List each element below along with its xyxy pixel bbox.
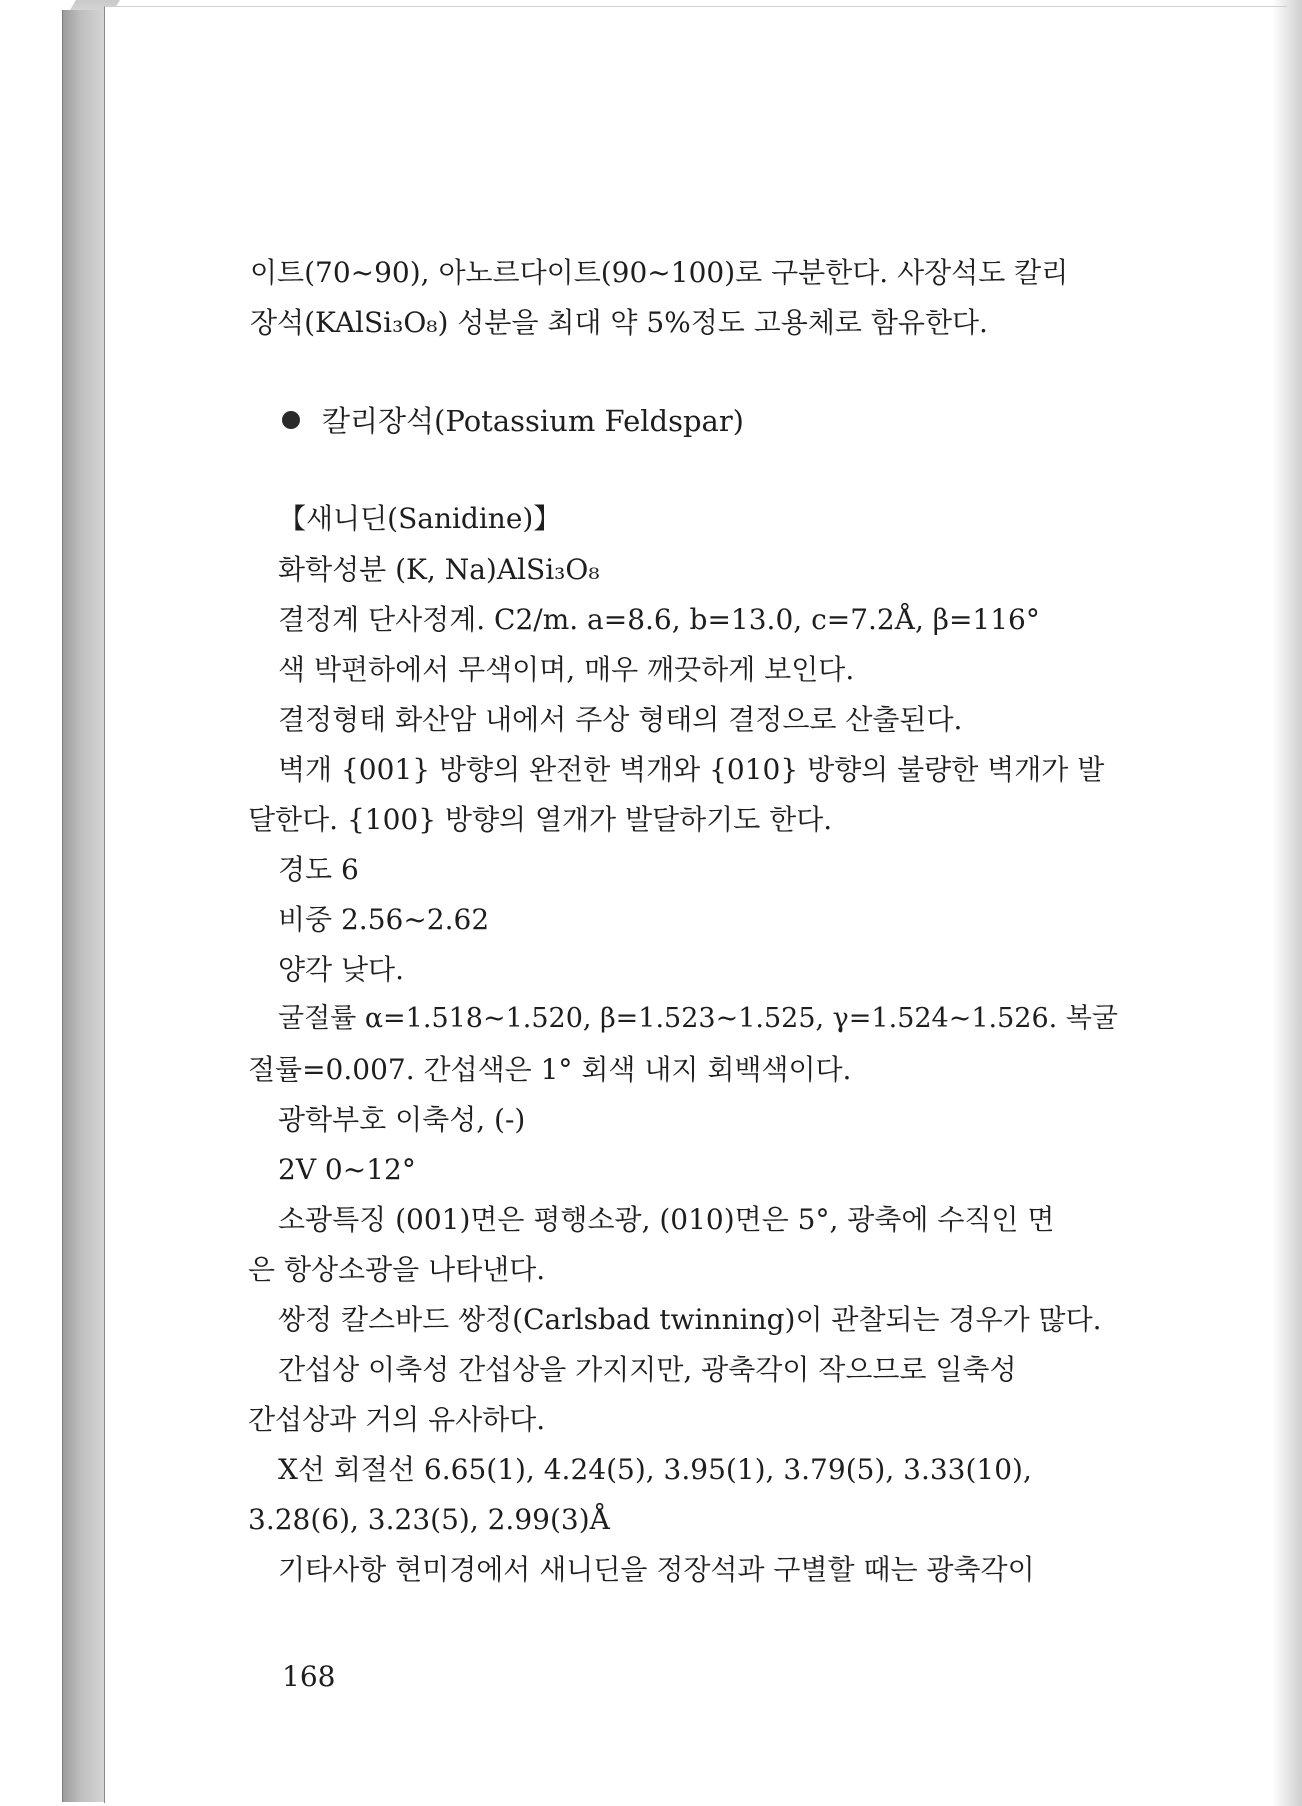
body-line: X선 회절선 6.65(1), 4.24(5), 3.95(1), 3.79(5), 3.33(10), <box>278 1453 1032 1486</box>
body-line: 은 항상소광을 나타낸다. <box>248 1253 546 1286</box>
body-line: 결정계 단사정계. C2/m. a=8.6, b=13.0, c=7.2Å, β=116° <box>278 603 1040 636</box>
intro-line-1: 이트(70~90), 아노르다이트(90~100)로 구분한다. 사장석도 칼리 <box>250 256 1069 289</box>
body-line: 간섭상과 거의 유사하다. <box>248 1403 546 1436</box>
body-line: 절률=0.007. 간섭색은 1° 회색 내지 회백색이다. <box>248 1053 852 1086</box>
body-line: 비중 2.56~2.62 <box>278 903 490 936</box>
book-spine <box>62 10 105 1802</box>
body-line: 2V 0~12° <box>278 1153 416 1186</box>
page-edge-shadow <box>1272 0 1302 1806</box>
body-line: 간섭상 이축성 간섭상을 가지지만, 광축각이 작으므로 일축성 <box>278 1353 1017 1386</box>
body-line: 경도 6 <box>278 853 359 886</box>
body-line: 결정형태 화산암 내에서 주상 형태의 결정으로 산출된다. <box>278 703 963 736</box>
intro-line-2: 장석(KAlSi₃O₈) 성분을 최대 약 5%정도 고용체로 함유한다. <box>250 306 988 339</box>
body-line: 【새니딘(Sanidine)】 <box>278 502 562 535</box>
body-line: 양각 낮다. <box>278 953 404 986</box>
section-heading <box>282 399 744 440</box>
body-line: 달한다. {100} 방향의 열개가 발달하기도 한다. <box>248 803 833 836</box>
body-line: 색 박편하에서 무색이며, 매우 깨끗하게 보인다. <box>278 653 855 686</box>
body-line: 굴절률 α=1.518~1.520, β=1.523~1.525, γ=1.524~1.526. 복굴 <box>278 1003 1118 1034</box>
body-line: 3.28(6), 3.23(5), 2.99(3)Å <box>248 1503 610 1536</box>
body-line: 쌍정 칼스바드 쌍정(Carlsbad twinning)이 관찰되는 경우가 많다. <box>278 1303 1102 1336</box>
body-line: 소광특징 (001)면은 평행소광, (010)면은 5°, 광축에 수직인 면 <box>278 1203 1055 1236</box>
bullet-icon <box>282 411 300 429</box>
body-line: 화학성분 (K, Na)AlSi₃O₈ <box>278 553 600 586</box>
body-line: 벽개 {001} 방향의 완전한 벽개와 {010} 방향의 불량한 벽개가 발 <box>278 753 1105 786</box>
section-heading-text: 칼리장석(Potassium Feldspar) <box>322 404 744 438</box>
page-number: 168 <box>282 1660 336 1693</box>
body-line: 기타사항 현미경에서 새니딘을 정장석과 구별할 때는 광축각이 <box>278 1553 1035 1586</box>
body-line: 광학부호 이축성, (-) <box>278 1103 526 1136</box>
